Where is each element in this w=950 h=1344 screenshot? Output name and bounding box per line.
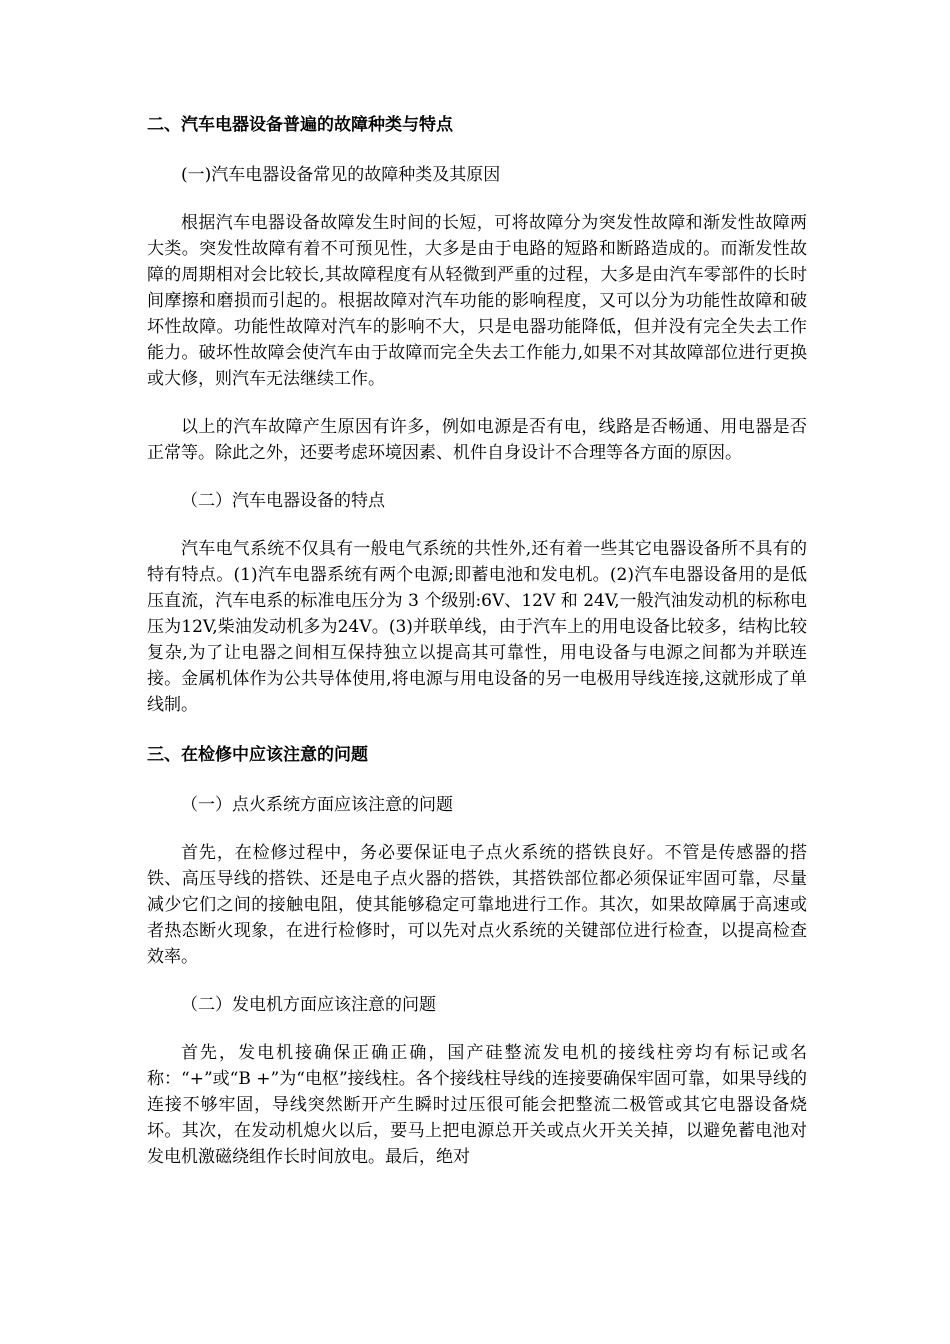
section-3-1-heading: （一）点火系统方面应该注意的问题 [181, 795, 453, 815]
section-2-1-paragraph-2: 以上的汽车故障产生原因有许多，例如电源是否有电，线路是否畅通、用电器是否正常等。除此之外，还要考虑环境因素、机件自身设计不合理等各方面的原因。 [147, 417, 807, 463]
section-3-2-heading: （二）发电机方面应该注意的问题 [181, 995, 436, 1015]
section-3-2-paragraph-1: 首先，发电机接确保正确正确，国产硅整流发电机的接线柱旁均有标记或名称：“+”或“B +”为“电枢”接线柱。各个接线柱导线的连接要确保牢固可靠，如果导线的连接不够牢固，导线突然断开产生瞬时过压很可能会把整流二极管或其它电器设备烧坏。其次，在发动机熄火以后，要马上把电源总开关或点火开关关掉，以避免蓄电池对发电机激磁绕组作长时间放电。最后，绝对 [147, 1043, 807, 1167]
document-page [147, 112, 807, 1170]
section-2-heading: 二、汽车电器设备普遍的故障种类与特点 [147, 115, 453, 135]
section-2-2-paragraph-1: 汽车电气系统不仅具有一般电气系统的共性外,还有着一些其它电器设备所不具有的特有特点。(1)汽车电器系统有两个电源;即蓄电池和发电机。(2)汽车电器设备用的是低压直流，汽车电系的标准电压分为 3 个级别:6V、12V 和 24V,一般汽油发动机的标称电压为12V,柴油发动机多为24V。(3)并联单线，由于汽车上的用电设备比较多，结构比较复杂,为了让电器之间相互保持独立以提高其可靠性，用电设备与电源之间都为并联连接。金属机体作为公共导体使用,将电源与用电设备的另一电极用导线连接,这就形成了单线制。 [147, 539, 807, 715]
section-2-1-paragraph-1: 根据汽车电器设备故障发生时间的长短，可将故障分为突发性故障和渐发性故障两大类。突发性故障有着不可预见性，大多是由于电路的短路和断路造成的。而渐发性故障的周期相对会比较长,其故障程度有从轻微到严重的过程，大多是由汽车零部件的长时间摩擦和磨损而引起的。根据故障对汽车功能的影响程度，又可以分为功能性故障和破坏性故障。功能性故障对汽车的影响不大，只是电器功能降低，但并没有完全失去工作能力。破坏性故障会使汽车由于故障而完全失去工作能力,如果不对其故障部位进行更换或大修，则汽车无法继续工作。 [147, 213, 807, 389]
section-2-2-heading: （二）汽车电器设备的特点 [181, 491, 385, 511]
section-2-1-heading: (一)汽车电器设备常见的故障种类及其原因 [181, 165, 501, 185]
section-3-1-paragraph-1: 首先，在检修过程中，务必要保证电子点火系统的搭铁良好。不管是传感器的搭铁、高压导线的搭铁、还是电子点火器的搭铁，其搭铁部位都必须保证牢固可靠，尽量减少它们之间的接触电阻，使其能够稳定可靠地进行工作。其次，如果故障属于高速或者热态断火现象，在进行检修时，可以先对点火系统的关键部位进行检查，以提高检查效率。 [147, 843, 807, 967]
section-3-heading: 三、在检修中应该注意的问题 [147, 745, 368, 765]
